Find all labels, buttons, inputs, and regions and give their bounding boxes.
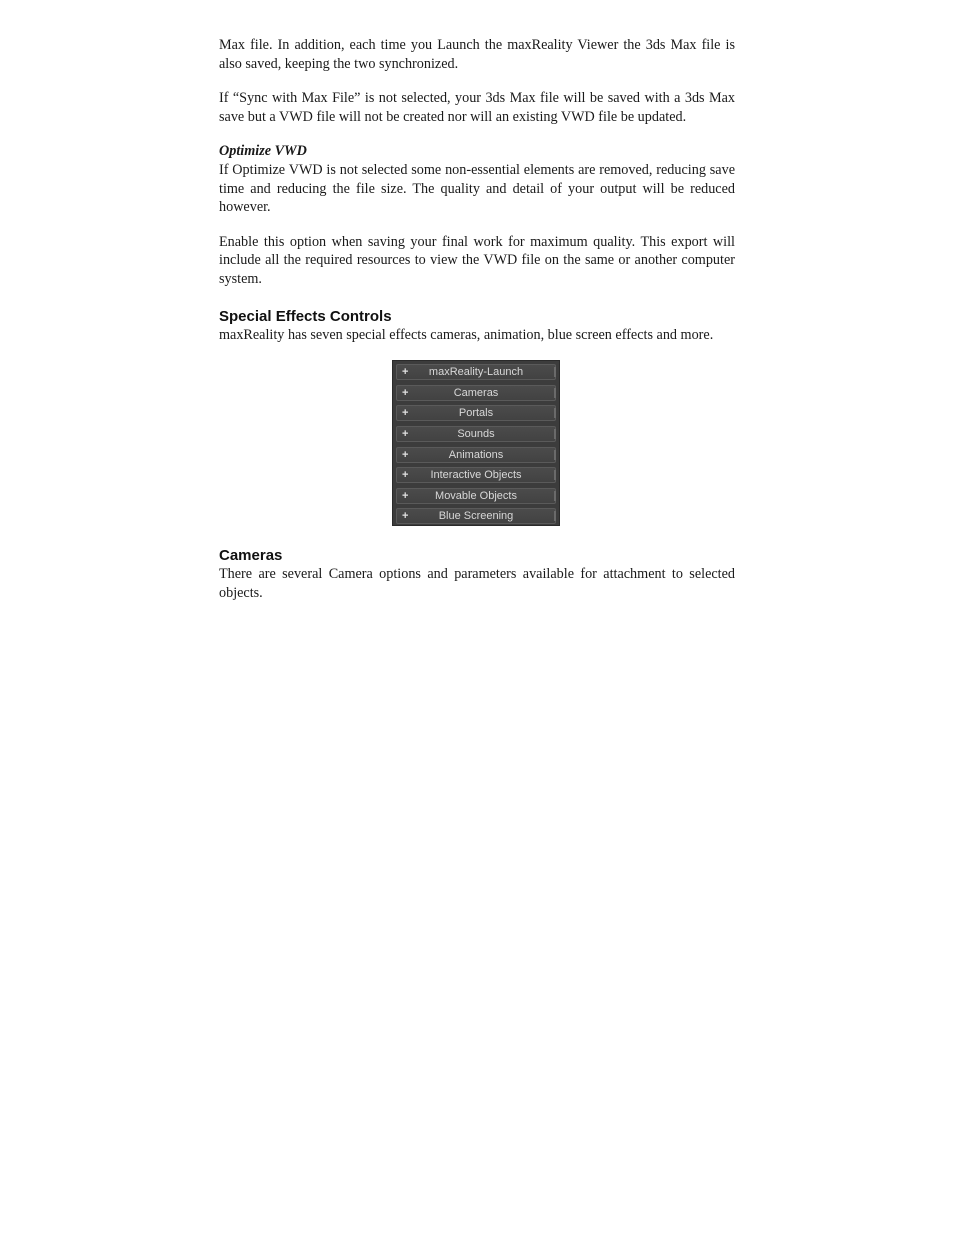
rollout-label: Animations [448,448,504,461]
rollout-label: Cameras [453,386,499,399]
rollout-maxreality-launch[interactable] [396,364,556,380]
rollout-animations[interactable] [396,447,556,463]
rollout-edge [554,408,556,418]
paragraph-sync-intro: Max file. In addition, each time you Launch the maxReality Viewer the 3ds Max file is also saved, keeping the two synchronized. [219,37,735,72]
rollout-edge [554,450,556,460]
rollout-movable-objects[interactable] [396,488,556,504]
rollout-label: Blue Screening [438,510,514,523]
paragraph-enable-option: Enable this option when saving your final work for maximum quality. This export will include all the required resources to view the VWD file on the same or another computer system. [219,233,735,287]
rollout-cameras[interactable] [396,385,556,401]
expand-plus-icon: + [402,510,409,523]
rollout-label: Movable Objects [435,489,517,502]
rollout-edge [554,491,556,501]
rollout-label: Sounds [457,427,495,440]
expand-plus-icon: + [402,489,409,502]
rollout-label: Portals [458,407,494,420]
paragraph-sync-not-selected: If “Sync with Max File” is not selected, your 3ds Max file will be saved with a 3ds Max save but a VWD file will not be created nor will an existing VWD file be updated. [219,90,735,125]
paragraph-optimize-vwd: If Optimize VWD is not selected some non-essential elements are removed, reducing save time and reducing the file size. The quality and detail of your output will be reduced however. [219,161,735,216]
rollout-edge [554,429,556,439]
rollout-portals[interactable] [396,405,556,421]
expand-plus-icon: + [402,386,409,399]
rollout-label: Interactive Objects [430,469,522,482]
expand-plus-icon: + [402,366,409,379]
rollout-edge [554,470,556,480]
document-page [219,36,735,602]
expand-plus-icon: + [402,448,409,461]
expand-plus-icon: + [402,469,409,482]
rollout-sounds[interactable] [396,426,556,442]
rollout-edge [554,388,556,398]
rollout-blue-screening[interactable] [396,508,556,524]
paragraph-special-effects: maxReality has seven special effects cameras, animation, blue screen effects and more. [219,326,714,343]
optimize-vwd-heading: Optimize VWD [219,143,307,160]
rollout-edge [554,511,556,521]
rollout-interactive-objects[interactable] [396,467,556,483]
special-effects-heading: Special Effects Controls [219,307,392,325]
rollout-label: maxReality-Launch [428,366,524,379]
expand-plus-icon: + [402,407,409,420]
rollout-panel-screenshot [392,360,560,526]
expand-plus-icon: + [402,427,409,440]
cameras-heading: Cameras [219,547,283,565]
paragraph-cameras: There are several Camera options and parameters available for attachment to selected objects. [219,566,735,601]
rollout-edge [554,367,556,377]
